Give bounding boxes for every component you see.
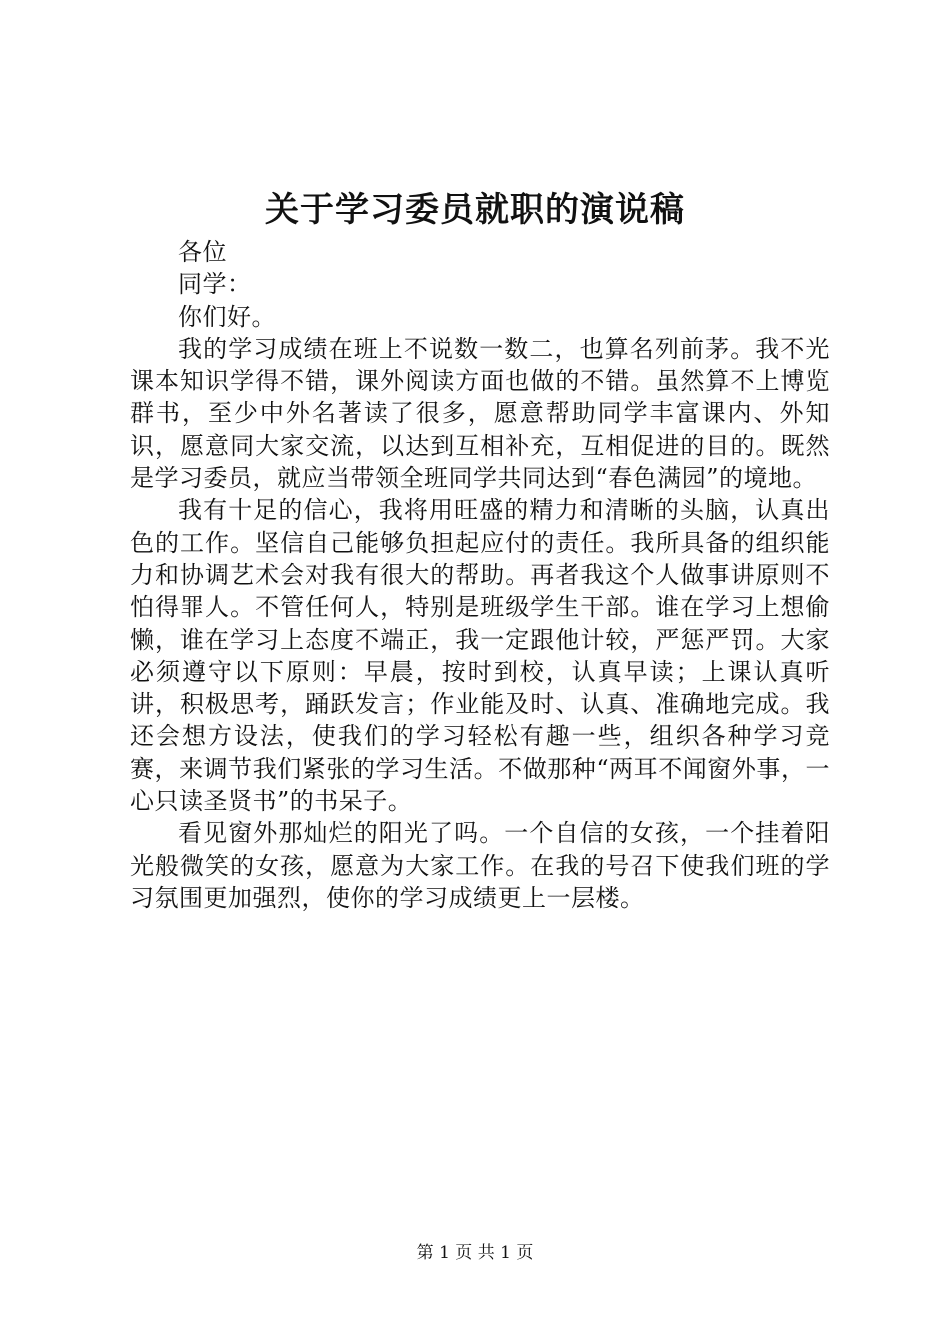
greeting-line: 你们好。 (178, 302, 276, 331)
document-body (130, 236, 830, 914)
page-footer: 第 1 页 共 1 页 (416, 1243, 534, 1263)
body-paragraph: 我有十足的信心，我将用旺盛的精力和清晰的头脑，认真出色的工作。坚信自己能够负担起应付的责任。我所具备的组织能力和协调艺术会对我有很大的帮助。再者我这个人做事讲原则不怕得罪人。不管任何人，特别是班级学生干部。谁在学习上想偷懒，谁在学习上态度不端正，我一定跟他计较，严惩严罚。大家必须遵守以下原则：早晨，按时到校，认真早读；上课认真听讲，积极思考，踊跃发言；作业能及时、认真、准确地完成。我还会想方设法，使我们的学习轻松有趣一些，组织各种学习竞赛，来调节我们紧张的学习生活。不做那种“两耳不闻窗外事，一心只读圣贤书”的书呆子。 (130, 496, 830, 816)
body-paragraph: 看见窗外那灿烂的阳光了吗。一个自信的女孩，一个挂着阳光般微笑的女孩，愿意为大家工作。在我的号召下使我们班的学习氛围更加强烈，使你的学习成绩更上一层楼。 (130, 819, 830, 912)
greeting-line: 同学： (178, 270, 252, 299)
body-paragraph: 我的学习成绩在班上不说数一数二，也算名列前茅。我不光课本知识学得不错，课外阅读方面也做的不错。虽然算不上博览群书，至少中外名著读了很多，愿意帮助同学丰富课内、外知识，愿意同大家交流，以达到互相补充，互相促进的目的。既然是学习委员，就应当带领全班同学共同达到“春色满园”的境地。 (130, 334, 830, 493)
greeting-line: 各位 (178, 238, 227, 266)
document-title: 关于学习委员就职的演说稿 (265, 190, 685, 230)
